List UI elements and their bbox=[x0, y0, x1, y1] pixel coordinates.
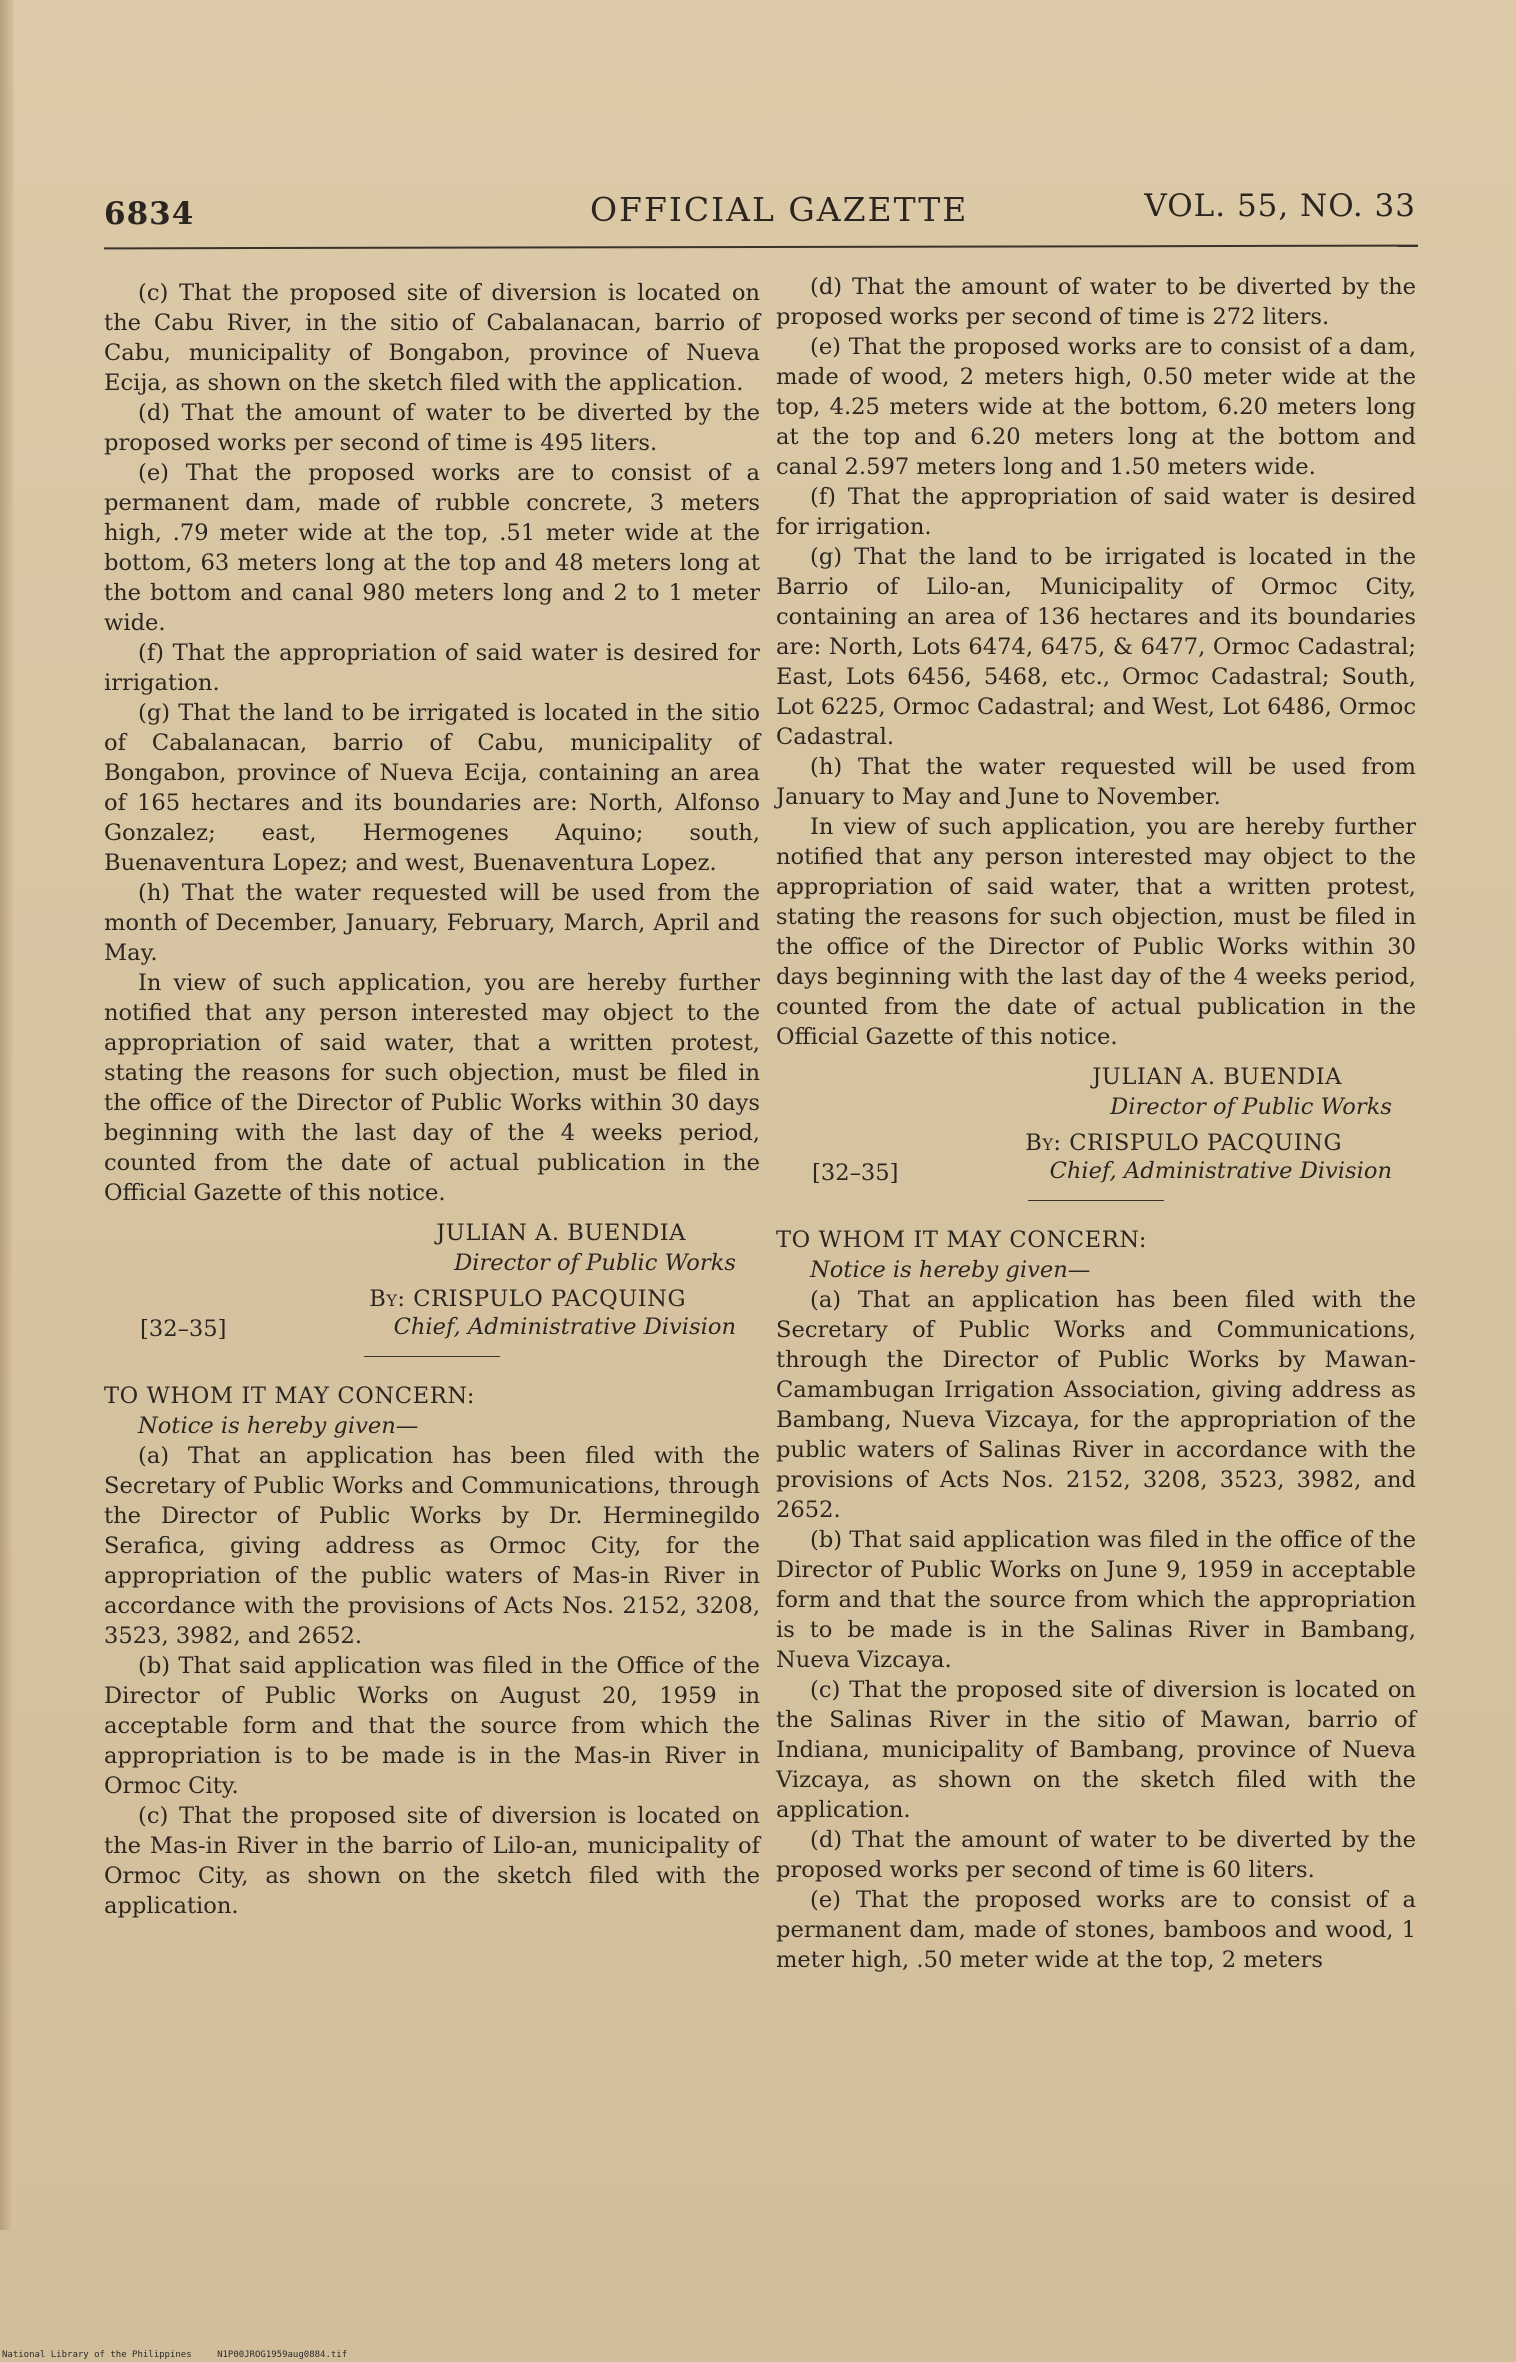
notice-paragraph: (g) That the land to be irrigated is located in the Barrio of Lilo-an, Municipality of Ormoc City, containing an area of 136 hectares and its boundaries are: North, Lots 6474, 6475, & 6477, Ormoc Cadastral; East, Lots 6456, 5468, etc., Ormoc Cadastral; South, Lot 6225, Ormoc Cadastral; and West, Lot 6486, Ormoc Cadastral. bbox=[776, 544, 1416, 750]
signatory-name: JULIAN A. BUENDIA bbox=[436, 1220, 686, 1246]
page-edge-shadow bbox=[0, 0, 14, 2230]
concern-heading: TO WHOM IT MAY CONCERN: bbox=[104, 1383, 476, 1409]
signatory-by: By: CRISPULO PACQUING bbox=[369, 1286, 686, 1312]
scan-filename: N1P00JROG1959aug0884.tif bbox=[217, 2350, 348, 2360]
section-divider bbox=[1028, 1200, 1164, 1201]
concern-heading: TO WHOM IT MAY CONCERN: bbox=[776, 1227, 1148, 1253]
left-column bbox=[104, 278, 760, 1921]
notice-paragraph: (b) That said application was filed in the Office of the Director of Public Works on August 20, 1959 in acceptable form and that the source from which the appropriation is to be made is in the Mas-in River in Ormoc City. bbox=[104, 1653, 760, 1799]
signatory-title: Director of Public Works bbox=[1110, 1094, 1392, 1120]
signatory-chief-title: Chief, Administrative Division bbox=[1049, 1158, 1392, 1184]
notice-paragraph: (f) That the appropriation of said water is desired for irrigation. bbox=[776, 484, 1416, 540]
notice-paragraph: (e) That the proposed works are to consist of a permanent dam, made of stones, bamboos and wood, 1 meter high, .50 meter wide at the top, 2 meters bbox=[776, 1887, 1416, 1973]
notice-paragraph: (d) That the amount of water to be diverted by the proposed works per second of time is 272 liters. bbox=[776, 274, 1416, 330]
notice-paragraph: (e) That the proposed works are to consist of a dam, made of wood, 2 meters high, 0.50 meter wide at the top, 4.25 meters wide at the bottom, 6.20 meters long at the top and 6.20 meters long at the bottom and canal 2.597 meters long and 1.50 meters wide. bbox=[776, 334, 1416, 480]
signature-block bbox=[104, 1218, 760, 1342]
notice-intro: Notice is hereby given— bbox=[810, 1257, 1091, 1283]
notice-paragraph: (g) That the land to be irrigated is located in the sitio of Cabalanacan, barrio of Cabu, municipality of Bongabon, province of Nueva Ecija, containing an area of 165 hectares and its boundaries are: North, Alfonso Gonzalez; east, Hermogenes Aquino; south, Buenaventura Lopez; and west, Buenaventura Lopez. bbox=[104, 700, 760, 876]
signatory-chief-title: Chief, Administrative Division bbox=[393, 1314, 736, 1340]
notice-intro: Notice is hereby given— bbox=[138, 1413, 419, 1439]
signatory-title: Director of Public Works bbox=[454, 1250, 736, 1276]
notice-paragraph: (c) That the proposed site of diversion is located on the Mas-in River in the barrio of Lilo-an, municipality of Ormoc City, as shown on the sketch filed with the application. bbox=[104, 1803, 760, 1919]
section-divider bbox=[364, 1356, 500, 1357]
notice-paragraph: (c) That the proposed site of diversion is located on the Cabu River, in the sitio of Cabalanacan, barrio of Cabu, municipality of Bongabon, province of Nueva Ecija, as shown on the sketch filed with the application. bbox=[104, 280, 760, 396]
issue-reference: [32–35] bbox=[812, 1160, 899, 1186]
notice-paragraph: In view of such application, you are hereby further notified that any person interested may object to the appropriation of said water, that a written protest, stating the reasons for such objection, must be filed in the office of the Director of Public Works within 30 days beginning with the last day of the 4 weeks period, counted from the date of actual publication in the Official Gazette of this notice. bbox=[776, 814, 1416, 1050]
notice-paragraph: In view of such application, you are hereby further notified that any person interested may object to the appropriation of said water, that a written protest, stating the reasons for such objection, must be filed in the office of the Director of Public Works within 30 days beginning with the last day of the 4 weeks period, counted from the date of actual publication in the Official Gazette of this notice. bbox=[104, 970, 760, 1206]
issue-reference: [32–35] bbox=[140, 1316, 227, 1342]
right-column bbox=[776, 272, 1416, 1975]
publication-title: OFFICIAL GAZETTE bbox=[590, 190, 969, 229]
signature-block bbox=[776, 1062, 1416, 1186]
scan-footer bbox=[2, 2350, 367, 2360]
notice-paragraph: (a) That an application has been filed with the Secretary of Public Works and Communications, through the Director of Public Works by Dr. Herminegildo Serafica, giving address as Ormoc City, for the appropriation of the public waters of Mas-in River in accordance with the provisions of Acts Nos. 2152, 3208, 3523, 3982, and 2652. bbox=[104, 1443, 760, 1649]
header-rule bbox=[104, 245, 1418, 250]
notice-paragraph: (h) That the water requested will be used from January to May and June to November. bbox=[776, 754, 1416, 810]
notice-paragraph: (a) That an application has been filed with the Secretary of Public Works and Communications, through the Director of Public Works by Mawan-Camambugan Irrigation Association, giving address as Bambang, Nueva Vizcaya, for the appropriation of the public waters of Salinas River in accordance with the provisions of Acts Nos. 2152, 3208, 3523, 3982, and 2652. bbox=[776, 1287, 1416, 1523]
notice-paragraph: (b) That said application was filed in the office of the Director of Public Works on June 9, 1959 in acceptable form and that the source from which the appropriation is to be made is in the Salinas River in Bambang, Nueva Vizcaya. bbox=[776, 1527, 1416, 1673]
notice-paragraph: (e) That the proposed works are to consist of a permanent dam, made of rubble concrete, 3 meters high, .79 meter wide at the top, .51 meter wide at the bottom, 63 meters long at the top and 48 meters long at the bottom and canal 980 meters long and 2 to 1 meter wide. bbox=[104, 460, 760, 636]
library-credit: National Library of the Philippines bbox=[2, 2350, 192, 2360]
signatory-by: By: CRISPULO PACQUING bbox=[1025, 1130, 1342, 1156]
notice-paragraph: (d) That the amount of water to be diverted by the proposed works per second of time is 60 liters. bbox=[776, 1827, 1416, 1883]
signatory-name: JULIAN A. BUENDIA bbox=[1092, 1064, 1342, 1090]
notice-paragraph: (f) That the appropriation of said water is desired for irrigation. bbox=[104, 640, 760, 696]
page-number: 6834 bbox=[104, 196, 195, 232]
notice-paragraph: (c) That the proposed site of diversion is located on the Salinas River in the sitio of Mawan, barrio of Indiana, municipality of Bambang, province of Nueva Vizcaya, as shown on the sketch filed with the application. bbox=[776, 1677, 1416, 1823]
volume-number: VOL. 55, NO. 33 bbox=[1144, 188, 1416, 224]
notice-paragraph: (d) That the amount of water to be diverted by the proposed works per second of time is 495 liters. bbox=[104, 400, 760, 456]
notice-paragraph: (h) That the water requested will be used from the month of December, January, February, March, April and May. bbox=[104, 880, 760, 966]
